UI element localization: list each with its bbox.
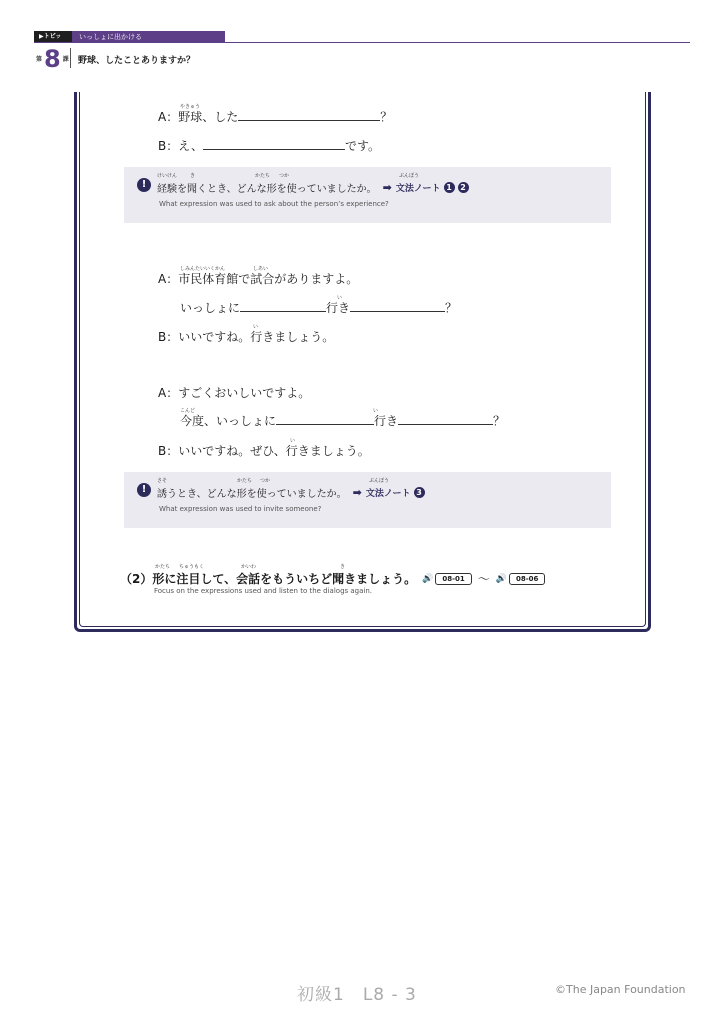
speaker-icon: 🔊 <box>422 573 434 584</box>
grammar-box-2 <box>124 472 611 528</box>
grammar-note-number: 2 <box>458 182 469 193</box>
ruby-i: い <box>337 295 343 301</box>
ruby-keiken: けいけん <box>157 173 178 179</box>
answer-blank[interactable] <box>350 300 445 312</box>
ruby-bunpou: ぶんぽう <box>399 173 420 179</box>
dialog3-b-text: いいですね。ぜひ、行きましょう。 <box>178 444 370 458</box>
dialog2-a2-text2: 行き <box>326 301 351 315</box>
grammar-question-1 <box>157 180 469 195</box>
grammar-question-text: 経験を聞くとき、どんな形を使っていましたか。 <box>157 184 377 195</box>
grammar-english-2: What expression was used to invite someone? <box>159 505 322 513</box>
speaker-icon: 🔊 <box>495 573 507 584</box>
arrow-right-icon: ➡ <box>352 486 362 499</box>
dialog1-line-b <box>158 138 380 154</box>
ruby-shimintaiikukan: しみんたいいくかん <box>180 266 226 272</box>
grammar-english-1: What expression was used to ask about the person’s experience? <box>159 200 389 208</box>
ruby-kondo: こんど <box>180 408 196 414</box>
grammar-note-number: 3 <box>414 487 425 498</box>
copyright: ©The Japan Foundation <box>555 983 686 996</box>
range-tilde: 〜 <box>477 572 490 586</box>
exclamation-icon: ! <box>137 483 151 497</box>
dialog2-a-text: 市民体育館で試合がありますよ。 <box>178 272 359 286</box>
ruby-yakyuu: やきゅう <box>180 104 201 110</box>
audio-code: 08-01 <box>435 573 471 585</box>
grammar-note-link[interactable]: 文法ノート <box>395 184 441 194</box>
ruby-shiai: しあい <box>253 266 269 272</box>
speaker-a: A： <box>158 110 179 124</box>
dialog3-a-text: すごくおいしいですよ。 <box>178 386 311 400</box>
exclamation-icon: ! <box>137 178 151 192</box>
dialog3-a2-text2: 行き <box>374 414 399 428</box>
ruby-chuumoku: ちゅうもく <box>179 564 205 570</box>
grammar-question-2 <box>157 485 425 500</box>
lesson-suffix: 課 <box>62 55 69 63</box>
dialog3-a2-end: ？ <box>493 414 506 428</box>
ruby-tsuka: つか <box>260 478 271 484</box>
ruby-i: い <box>253 324 259 330</box>
lesson-divider <box>70 48 71 68</box>
ruby-ki: き <box>190 173 196 179</box>
dialog3-line-b <box>158 443 370 459</box>
dialog2-b-text: いいですね。行きましょう。 <box>178 330 335 344</box>
dialog2-a2-text1: いっしょに <box>180 301 241 315</box>
arrow-right-icon: ➡ <box>382 181 392 194</box>
speaker-b: B： <box>158 330 179 344</box>
lesson-title: 野球、したことありますか？ <box>78 56 196 66</box>
grammar-question-text: 誘うとき、どんな形を使っていましたか。 <box>157 489 347 500</box>
ruby-i: い <box>373 408 379 414</box>
answer-blank[interactable] <box>203 138 345 150</box>
topic-tag: ▶トピック <box>34 31 72 43</box>
ruby-kaiwa: かいわ <box>241 564 257 570</box>
task-2 <box>120 570 545 587</box>
task-text: 形に注目して、会話をもういちど聞きましょう。 <box>152 572 417 586</box>
speaker-b: B： <box>158 444 179 458</box>
answer-blank[interactable] <box>398 413 493 425</box>
task-2-english: Focus on the expressions used and listen to the dialogs again. <box>154 587 373 595</box>
dialog3-line-a <box>158 385 310 401</box>
dialog1-a-text: 野球、した <box>178 110 239 124</box>
audio-start[interactable] <box>422 573 472 585</box>
task-number: （2） <box>120 572 153 586</box>
answer-blank[interactable] <box>276 413 374 425</box>
dialog1-b-text: え、 <box>178 139 203 153</box>
lesson-prefix: 第 <box>36 55 43 63</box>
dialog2-line-a2 <box>180 300 457 316</box>
topic-name: いっしょに出かける <box>72 31 225 43</box>
speaker-a: A： <box>158 386 179 400</box>
page-number: 初級1 L8 - 3 <box>297 985 417 1005</box>
grammar-note-link[interactable]: 文法ノート <box>365 489 411 499</box>
ruby-katachi: かたち <box>237 478 253 484</box>
ruby-saso: さそ <box>157 478 168 484</box>
dialog2-line-a <box>158 271 358 287</box>
header-divider <box>34 42 690 43</box>
dialog3-a2-text1: 今度、いっしょに <box>180 414 277 428</box>
answer-blank[interactable] <box>240 300 326 312</box>
grammar-box-1 <box>124 167 611 223</box>
audio-end[interactable] <box>496 573 546 585</box>
ruby-katachi: かたち <box>155 564 171 570</box>
dialog1-line-a <box>158 109 392 125</box>
speaker-b: B： <box>158 139 179 153</box>
speaker-a: A： <box>158 272 179 286</box>
ruby-bunpou: ぶんぽう <box>369 478 390 484</box>
lesson-number <box>36 47 69 71</box>
dialog1-a-end: ？ <box>380 110 393 124</box>
ruby-ki: き <box>340 564 346 570</box>
dialog2-a2-end: ？ <box>445 301 458 315</box>
ruby-tsuka: つか <box>279 173 290 179</box>
ruby-katachi: かたち <box>255 173 271 179</box>
ruby-i: い <box>290 438 296 444</box>
lesson-number-value: 8 <box>44 45 61 73</box>
audio-code: 08-06 <box>509 573 545 585</box>
answer-blank[interactable] <box>238 109 380 121</box>
dialog2-line-b <box>158 329 334 345</box>
dialog1-b-end: です。 <box>344 139 381 153</box>
dialog3-line-a2 <box>180 413 505 429</box>
grammar-note-number: 1 <box>444 182 455 193</box>
